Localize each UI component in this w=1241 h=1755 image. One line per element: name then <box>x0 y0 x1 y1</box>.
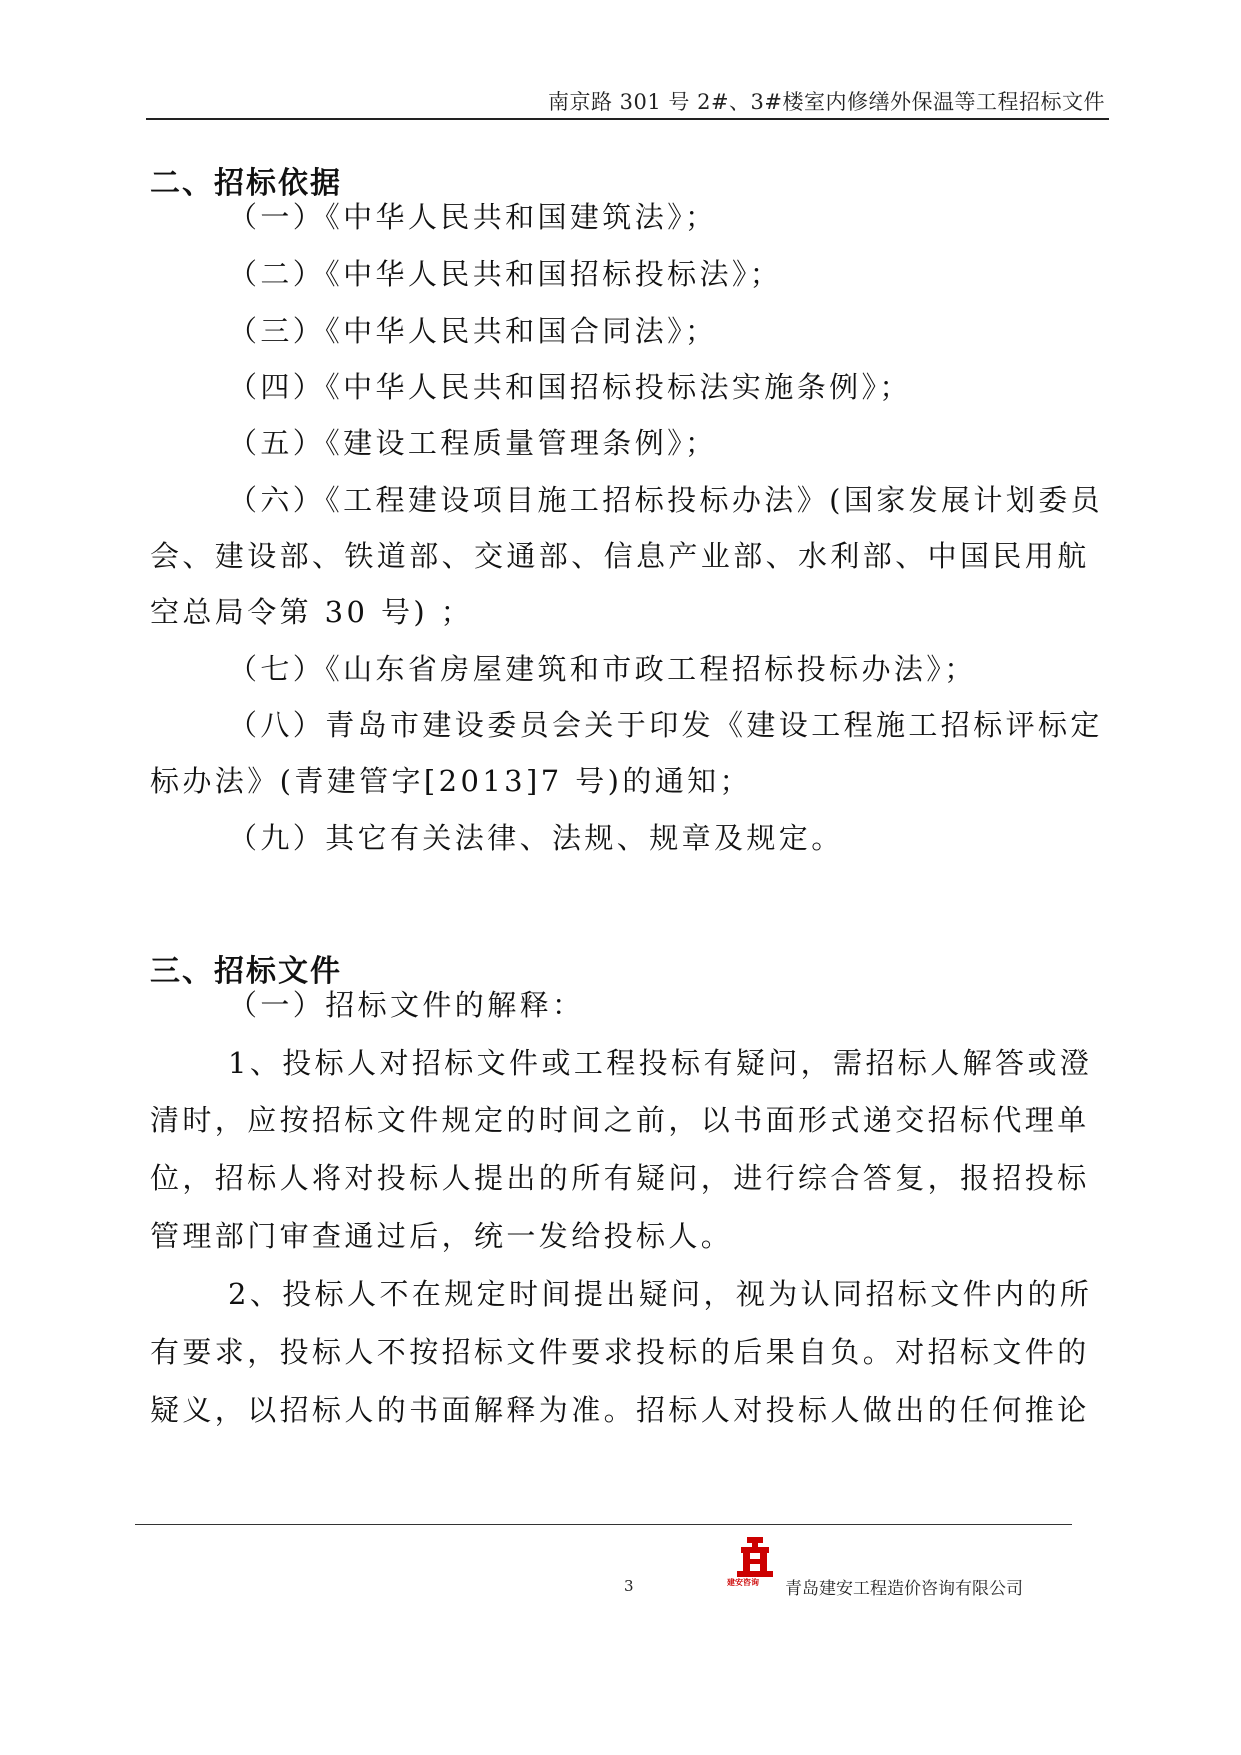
basis-item-9: （九）其它有关法律、法规、规章及规定。 <box>228 821 844 855</box>
basis-item-6: （六）《工程建设项目施工招标投标办法》(国家发展计划委员 <box>228 483 1104 517</box>
footer-rule <box>135 1524 1072 1525</box>
basis-item-6-cont: 会、建设部、铁道部、交通部、信息产业部、水利部、中国民用航 <box>150 539 1090 573</box>
logo-caption: 建安咨询 <box>727 1578 759 1587</box>
basis-item-3: （三）《中华人民共和国合同法》； <box>228 314 718 348</box>
basis-item-1: （一）《中华人民共和国建筑法》； <box>228 200 718 234</box>
basis-item-2: （二）《中华人民共和国招标投标法》； <box>228 257 783 291</box>
doc-paragraph-1-cont: 管理部门审查通过后，统一发给投标人。 <box>150 1219 734 1253</box>
section-title-basis: 二、招标依据 <box>150 166 342 201</box>
doc-paragraph-2-cont: 疑义，以招标人的书面解释为准。招标人对投标人做出的任何推论 <box>150 1393 1090 1427</box>
doc-paragraph-1: 1、投标人对招标文件或工程投标有疑问，需招标人解答或澄 <box>228 1046 1093 1080</box>
basis-item-8-cont: 标办法》(青建管字[2013]7 号)的通知； <box>150 764 752 798</box>
company-name: 青岛建安工程造价咨询有限公司 <box>785 1579 1023 1599</box>
doc-paragraph-2: 2、投标人不在规定时间提出疑问，视为认同招标文件内的所 <box>228 1277 1093 1311</box>
basis-item-5: （五）《建设工程质量管理条例》； <box>228 426 718 460</box>
doc-subheading: （一）招标文件的解释： <box>228 988 585 1022</box>
basis-item-7: （七）《山东省房屋建筑和市政工程招标投标办法》； <box>228 652 977 686</box>
section-title-documents: 三、招标文件 <box>150 954 342 989</box>
doc-paragraph-1-cont: 清时，应按招标文件规定的时间之前，以书面形式递交招标代理单 <box>150 1103 1090 1137</box>
doc-paragraph-2-cont: 有要求，投标人不按招标文件要求投标的后果自负。对招标文件的 <box>150 1335 1090 1369</box>
basis-item-4: （四）《中华人民共和国招标投标法实施条例》； <box>228 370 912 404</box>
header-rule <box>146 118 1109 120</box>
page-number: 3 <box>624 1577 634 1595</box>
basis-item-6-cont: 空总局令第 30 号) ； <box>150 595 474 629</box>
basis-item-8: （八）青岛市建设委员会关于印发《建设工程施工招标评标定 <box>228 708 1103 742</box>
doc-paragraph-1-cont: 位，招标人将对投标人提出的所有疑问，进行综合答复，报招投标 <box>150 1161 1090 1195</box>
header-title: 南京路 301 号 2#、3#楼室内修缮外保温等工程招标文件 <box>547 90 1105 114</box>
